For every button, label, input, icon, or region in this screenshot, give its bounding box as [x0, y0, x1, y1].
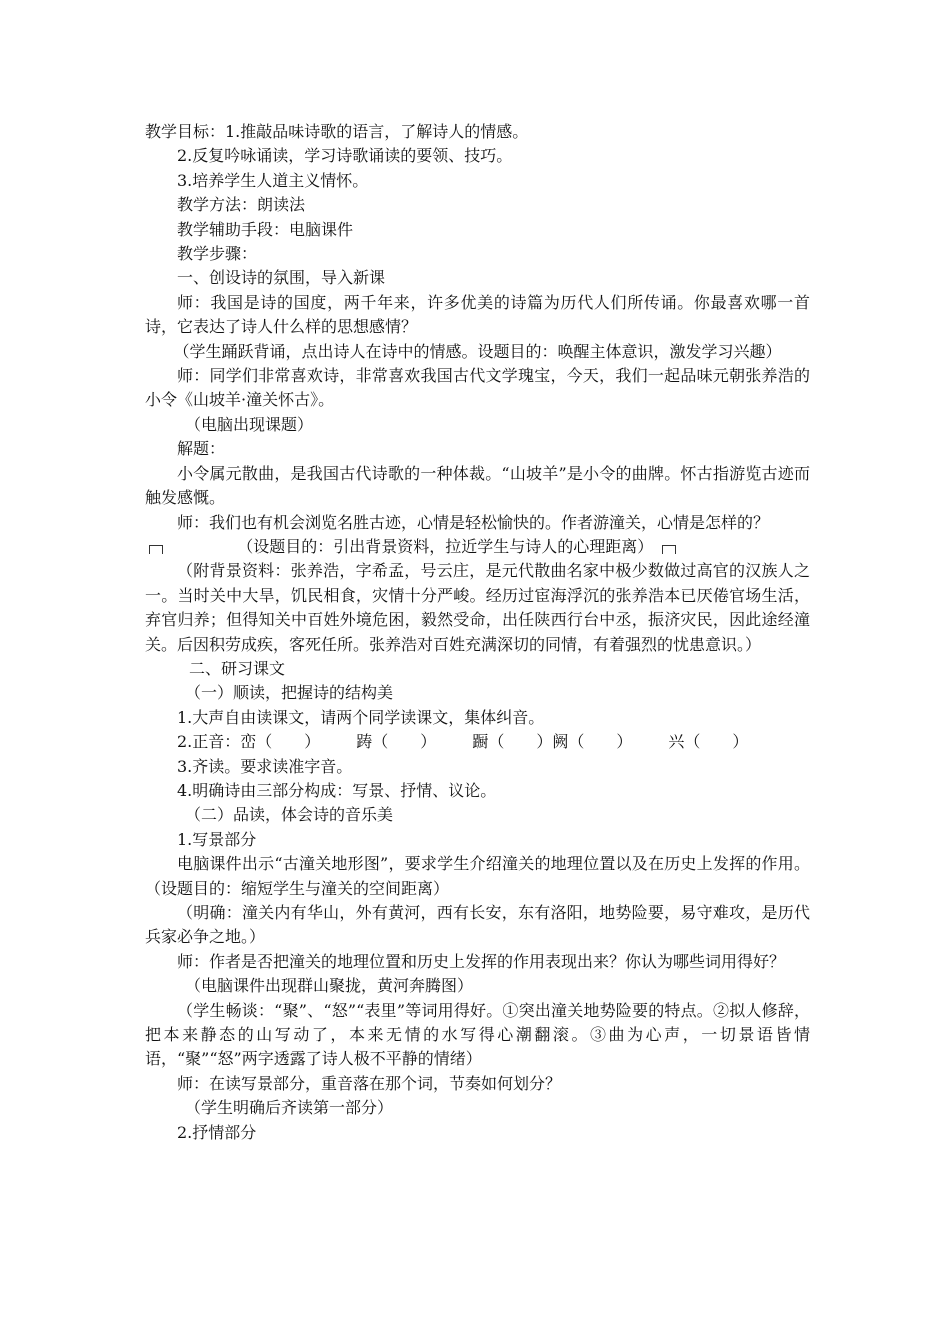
paragraph: （电脑课件出现群山聚拢，黄河奔腾图）	[185, 976, 474, 996]
goal-line: 教学目标：1.推敲品味诗歌的语言，了解诗人的情感。	[145, 122, 529, 141]
pronunciation-item: 蹰（ ）	[472, 732, 553, 752]
subsection-heading: （二）品读，体会诗的音乐美	[185, 805, 394, 825]
paragraph: （学生明确后齐读第一部分）	[185, 1098, 394, 1118]
paragraph: 电脑课件出示“古潼关地形图”，要求学生介绍潼关的地理位置以及在历史上发挥的作用。（设题目的：缩短学生与潼关的空间距离）	[145, 854, 810, 898]
paragraph: 1.大声自由读课文，请两个同学读课文，集体纠音。	[177, 707, 545, 727]
paragraph: （电脑出现课题）	[185, 414, 314, 434]
bracket-mark-icon	[149, 545, 163, 554]
paragraph: 师：同学们非常喜欢诗，非常喜欢我国古代文学瑰宝，今天，我们一起品味元朝张养浩的小令《山坡羊·潼关怀古》。	[145, 366, 810, 410]
pronunciation-item: 峦（ ）	[240, 732, 321, 752]
paragraph: （明确：潼关内有华山，外有黄河，西有长安，东有洛阳，地势险要，易守难攻，是历代兵家必争之地。）	[145, 903, 810, 947]
paragraph: 2.抒情部分	[177, 1122, 257, 1142]
goal-line: 2.反复吟咏诵读，学习诗歌诵读的要领、技巧。	[177, 146, 513, 166]
paragraph: 师：在读写景部分，重音落在那个词，节奏如何划分？	[177, 1073, 562, 1093]
subsection-heading: （一）顺读，把握诗的结构美	[185, 683, 394, 703]
pronunciation-line	[145, 730, 810, 754]
section-heading: 一、创设诗的氛围，导入新课	[177, 268, 386, 288]
pronunciation-lead: 2.正音：	[177, 732, 241, 752]
paragraph: （学生畅谈：“聚”、“怒”“表里”等词用得好。①突出潼关地势险要的特点。②拟人修辞，把本来静态的山写动了，本来无情的水写得心潮翻滚。③曲为心声，一切景语皆情语，“聚”“怒”两字透露了诗人极不平静的情绪）	[145, 1000, 810, 1069]
section-heading: 二、研习课文	[189, 658, 286, 678]
paragraph: 解题：	[177, 439, 226, 459]
steps-heading: 教学步骤：	[177, 244, 258, 264]
pronunciation-item: 兴（ ）	[668, 732, 749, 752]
pronunciation-item: 阙（ ）	[552, 732, 633, 752]
paragraph: 师：作者是否把潼关的地理位置和历史上发挥的作用表现出来？你认为哪些词用得好？	[177, 951, 786, 971]
goal-line: 3.培养学生人道主义情怀。	[177, 170, 369, 190]
paragraph: 1.写景部分	[177, 829, 257, 849]
paragraph: （附背景资料：张养浩，字希孟，号云庄，是元代散曲名家中极少数做过高官的汉族人之一。当时关中大旱，饥民相食，灾情十分严峻。经历过宦海浮沉的张养浩本已厌倦官场生活，弃官归养；但得知关中百姓外境危困，毅然受命，出任陕西行台中丞，振济灾民，因此途经潼关。后因积劳成疾，客死任所。张养浩对百姓充满深切的同情，有着强烈的忧患意识。）	[145, 561, 810, 654]
document-page	[145, 120, 810, 1145]
pronunciation-item: 踌（ ）	[356, 732, 437, 752]
paragraph: 师：我们也有机会浏览名胜古迹，心情是轻松愉快的。作者游潼关，心情是怎样的？	[177, 512, 770, 532]
paragraph: 师：我国是诗的国度，两千年来，许多优美的诗篇为历代人们所传诵。你最喜欢哪一首诗，它表达了诗人什么样的思想感情？	[145, 292, 810, 337]
paragraph-note	[145, 535, 810, 559]
paragraph: 小令属元散曲，是我国古代诗歌的一种体裁。“山坡羊”是小令的曲牌。怀古指游览古迹而触发感慨。	[145, 463, 810, 508]
bracket-mark-icon	[662, 545, 676, 554]
paragraph: 3.齐读。要求读准字音。	[177, 756, 353, 776]
aids-line: 教学辅助手段：电脑课件	[177, 219, 354, 239]
paragraph: （学生踊跃背诵，点出诗人在诗中的情感。设题目的：唤醒主体意识，激发学习兴趣）	[173, 341, 782, 361]
paragraph: 4.明确诗由三部分构成：写景、抒情、议论。	[177, 780, 497, 800]
method-line: 教学方法：朗读法	[177, 195, 306, 215]
note-text: （设题目的：引出背景资料，拉近学生与诗人的心理距离）	[237, 536, 654, 556]
